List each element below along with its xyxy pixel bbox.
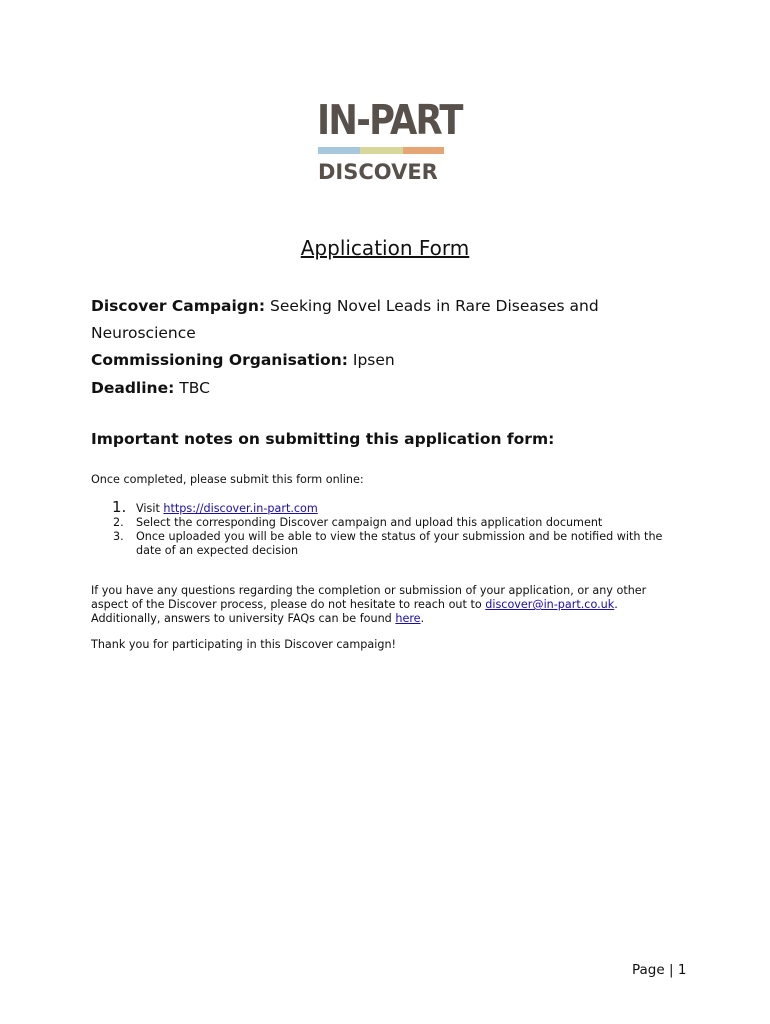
logo-bar-blue — [318, 147, 360, 154]
page-title: Application Form — [300, 236, 470, 260]
step-text-line2: date of an expected decision — [136, 544, 299, 557]
questions-text-c: . — [614, 598, 618, 611]
contact-email-link[interactable]: discover@in-part.co.uk — [485, 598, 615, 611]
discover-site-link[interactable]: https://discover.in-part.com — [163, 502, 318, 515]
questions-text-b: aspect of the Discover process, please do not hesitate to reach out to — [91, 598, 486, 611]
questions-text-a: If you have any questions regarding the completion or submission of your application, or any other — [91, 584, 647, 597]
in-part-discover-logo — [317, 96, 462, 186]
notes-heading: Important notes on submitting this application form: — [91, 430, 555, 448]
step-text: Select the corresponding Discover campaign and upload this application document — [136, 516, 603, 529]
step-number: 3. — [113, 530, 124, 543]
logo-brand-text: IN-PART — [317, 96, 462, 144]
faq-link[interactable]: here — [395, 612, 421, 625]
step-text: Visit — [136, 502, 164, 515]
questions-paragraph — [91, 584, 691, 626]
organisation-value: Ipsen — [352, 351, 395, 369]
deadline-field — [91, 375, 210, 402]
campaign-value: Seeking Novel Leads in Rare Diseases and — [270, 297, 599, 315]
step-number: 1. — [112, 498, 127, 516]
campaign-value-line2: Neuroscience — [91, 324, 196, 342]
organisation-label: Commissioning Organisation: — [91, 351, 348, 369]
faq-text-end: . — [420, 612, 425, 625]
logo-bar-yellow — [360, 147, 403, 154]
deadline-label: Deadline: — [91, 379, 175, 397]
step-number: 2. — [113, 516, 124, 529]
campaign-field — [91, 293, 599, 320]
list-item — [91, 516, 691, 530]
notes-intro: Once completed, please submit this form online: — [91, 473, 364, 486]
step-text: Once uploaded you will be able to view the status of your submission and be notified with the — [136, 530, 663, 543]
page-number: Page | 1 — [632, 962, 687, 978]
campaign-label: Discover Campaign: — [91, 297, 266, 315]
list-item — [91, 530, 691, 558]
logo-bar-orange — [403, 147, 444, 154]
list-item — [91, 498, 691, 516]
logo-sub-text: DISCOVER — [318, 160, 438, 184]
organisation-field — [91, 347, 395, 374]
faq-text: Additionally, answers to university FAQs can be found — [91, 612, 396, 625]
thanks-text: Thank you for participating in this Discover campaign! — [91, 638, 397, 651]
deadline-value: TBC — [179, 379, 210, 397]
steps-list — [91, 498, 691, 558]
